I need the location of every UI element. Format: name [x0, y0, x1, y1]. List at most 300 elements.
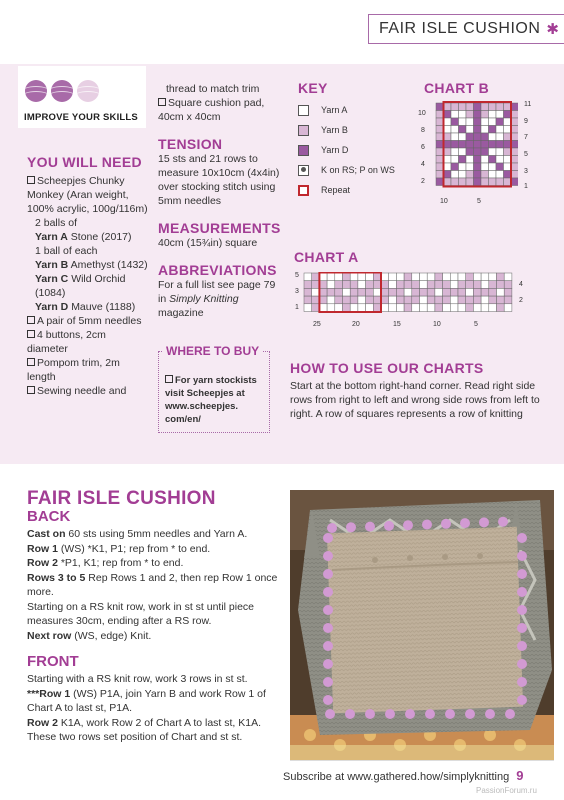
- chart-cell: [343, 273, 351, 281]
- chart-cell: [435, 281, 443, 289]
- chart-cell: [412, 281, 420, 289]
- chart-cell: [474, 111, 482, 119]
- chart-b-grid: [434, 101, 518, 189]
- need-item: 2 balls of: [35, 217, 78, 229]
- chart-cell: [396, 281, 404, 289]
- chart-cell: [466, 126, 474, 134]
- footer-text: Subscribe at www.gathered.how/simplyknitting: [283, 771, 510, 783]
- chart-cell: [489, 163, 497, 171]
- chart-cell: [436, 118, 444, 126]
- chart-cell: [443, 288, 451, 296]
- watermark: PassionForum.ru: [476, 786, 537, 795]
- chart-cell: [481, 296, 489, 304]
- front-heading: FRONT: [27, 653, 79, 670]
- measurements-text: 40cm (15¾in) square: [158, 237, 258, 249]
- chart-cell: [481, 141, 489, 149]
- yarn-label: Yarn B: [35, 259, 69, 271]
- chart-b-col-number: 5: [477, 198, 481, 205]
- howto-text: Start at the bottom right-hand corner. Read right side rows from right to left and wrong side rows from left to right. A row of squares represents a row of knitting: [290, 380, 540, 420]
- yarn-ball-icon: [51, 80, 73, 102]
- chart-b-row-number: 2: [421, 178, 425, 185]
- need-item: A pair of 5mm needles: [37, 315, 142, 327]
- chart-cell: [497, 288, 505, 296]
- chart-cell: [350, 288, 358, 296]
- chart-cell: [496, 163, 504, 171]
- chart-cell: [358, 273, 366, 281]
- chart-b-row-number: 7: [524, 134, 528, 141]
- page-number: 9: [516, 768, 524, 783]
- chart-cell: [436, 126, 444, 134]
- chart-cell: [312, 296, 320, 304]
- chart-cell: [481, 163, 489, 171]
- chart-cell: [496, 141, 504, 149]
- chart-cell: [511, 103, 518, 111]
- chart-cell: [496, 148, 504, 156]
- instruction-line: Next row (WS, edge) Knit.: [27, 629, 152, 642]
- chart-cell: [466, 178, 474, 186]
- chart-a-col-number: 5: [474, 321, 478, 328]
- chart-cell: [450, 273, 458, 281]
- chart-cell: [366, 281, 374, 289]
- chart-a-row-number: 4: [519, 281, 523, 288]
- chart-cell: [473, 273, 481, 281]
- chart-cell: [481, 156, 489, 164]
- chart-b-row-number: 8: [421, 127, 425, 134]
- need-item: 1 ball of each: [35, 245, 98, 257]
- chart-cell: [473, 288, 481, 296]
- chart-cell: [481, 304, 489, 312]
- chart-cell: [335, 304, 343, 312]
- chart-cell: [358, 304, 366, 312]
- chart-cell: [436, 163, 444, 171]
- chart-cell: [504, 304, 512, 312]
- chart-cell: [481, 133, 489, 141]
- chart-cell: [343, 288, 351, 296]
- chart-cell: [304, 288, 312, 296]
- chart-cell: [504, 296, 512, 304]
- chart-cell: [511, 126, 518, 134]
- chart-cell: [389, 273, 397, 281]
- chart-cell: [458, 288, 466, 296]
- yarn-ball-icon: [25, 80, 47, 102]
- need-item: 4 buttons, 2cm diameter: [27, 329, 106, 355]
- yarn-ball-icon: [77, 80, 99, 102]
- need-title: YOU WILL NEED: [27, 154, 142, 170]
- section-header: [368, 14, 564, 44]
- chart-cell: [481, 171, 489, 179]
- chart-cell: [312, 281, 320, 289]
- chart-cell: [504, 133, 512, 141]
- chart-cell: [304, 281, 312, 289]
- chart-cell: [497, 296, 505, 304]
- instruction-line: Starting on a RS knit row, work in st st until piece measures 30cm, ending after a RS row.: [27, 600, 255, 627]
- instruction-line: ***Row 1 (WS) P1A, join Yarn B and work Row 1 of Chart A to last st, P1A.: [27, 687, 266, 714]
- chart-cell: [451, 103, 459, 111]
- chart-cell: [489, 281, 497, 289]
- chart-cell: [474, 148, 482, 156]
- chart-cell: [319, 296, 327, 304]
- flower-icon: ✱: [546, 21, 560, 38]
- need-item: Pompom trim, 2m length: [27, 357, 120, 383]
- chart-cell: [381, 288, 389, 296]
- checkbox-icon: [165, 375, 173, 383]
- chart-cell: [327, 288, 335, 296]
- chart-cell: [474, 163, 482, 171]
- chart-cell: [396, 273, 404, 281]
- chart-cell: [343, 281, 351, 289]
- chart-cell: [420, 304, 428, 312]
- chart-cell: [444, 141, 452, 149]
- chart-cell: [427, 281, 435, 289]
- chart-cell: [350, 273, 358, 281]
- chart-cell: [474, 156, 482, 164]
- chart-cell: [511, 178, 518, 186]
- chart-cell: [458, 281, 466, 289]
- chart-cell: [436, 141, 444, 149]
- chart-a-row-number: 3: [295, 288, 299, 295]
- chart-cell: [427, 288, 435, 296]
- chart-cell: [496, 171, 504, 179]
- chart-cell: [474, 118, 482, 126]
- chart-cell: [366, 296, 374, 304]
- chart-cell: [335, 273, 343, 281]
- chart-b-row-number: 3: [524, 168, 528, 175]
- chart-cell: [511, 141, 518, 149]
- chart-cell: [459, 126, 467, 134]
- chart-cell: [436, 178, 444, 186]
- measurements-title: MEASUREMENTS: [158, 220, 281, 236]
- chart-cell: [458, 273, 466, 281]
- chart-cell: [474, 171, 482, 179]
- chart-cell: [366, 304, 374, 312]
- yarn-label: Yarn D: [35, 301, 69, 313]
- chart-cell: [451, 126, 459, 134]
- chart-cell: [504, 171, 512, 179]
- chart-b-row-number: 10: [418, 110, 426, 117]
- chart-cell: [444, 171, 452, 179]
- chart-cell: [496, 118, 504, 126]
- chart-key: [298, 80, 418, 196]
- chart-cell: [466, 304, 474, 312]
- chart-cell: [511, 111, 518, 119]
- chart-cell: [466, 281, 474, 289]
- chart-cell: [474, 133, 482, 141]
- tension-title: TENSION: [158, 136, 223, 152]
- chart-cell: [504, 118, 512, 126]
- chart-cell: [459, 163, 467, 171]
- chart-cell: [451, 118, 459, 126]
- chart-cell: [404, 304, 412, 312]
- chart-cell: [497, 273, 505, 281]
- need-item: thread to match trim: [166, 83, 260, 95]
- swatch-yarn-d: [298, 145, 309, 156]
- chart-cell: [511, 163, 518, 171]
- details-column: [158, 82, 283, 320]
- chart-cell: [474, 103, 482, 111]
- chart-cell: [396, 288, 404, 296]
- chart-cell: [504, 103, 512, 111]
- chart-cell: [451, 111, 459, 119]
- chart-cell: [444, 118, 452, 126]
- chart-cell: [304, 304, 312, 312]
- chart-cell: [466, 118, 474, 126]
- pattern-title: FAIR ISLE CUSHION: [27, 488, 216, 509]
- chart-cell: [496, 178, 504, 186]
- chart-a-col-number: 25: [313, 321, 321, 328]
- chart-cell: [404, 281, 412, 289]
- need-item: Stone (2017): [70, 231, 132, 243]
- chart-cell: [481, 148, 489, 156]
- chart-cell: [444, 178, 452, 186]
- chart-cell: [511, 171, 518, 179]
- footer: [283, 768, 524, 783]
- chart-cell: [319, 281, 327, 289]
- chart-cell: [451, 178, 459, 186]
- need-item: Amethyst (1432): [70, 259, 148, 271]
- chart-cell: [489, 178, 497, 186]
- chart-cell: [504, 288, 512, 296]
- chart-cell: [443, 296, 451, 304]
- need-item: Sewing needle and: [37, 385, 127, 397]
- chart-cell: [496, 156, 504, 164]
- footer-rule: [290, 760, 554, 761]
- yarn-label: Yarn C: [35, 273, 69, 285]
- chart-cell: [459, 178, 467, 186]
- chart-cell: [504, 163, 512, 171]
- chart-cell: [459, 118, 467, 126]
- chart-cell: [504, 178, 512, 186]
- chart-a-col-number: 10: [433, 321, 441, 328]
- chart-cell: [435, 296, 443, 304]
- how-to-use-charts: [290, 360, 545, 421]
- chart-cell: [466, 148, 474, 156]
- swatch-knit: [298, 165, 309, 176]
- chart-cell: [504, 141, 512, 149]
- chart-cell: [436, 156, 444, 164]
- chart-cell: [489, 111, 497, 119]
- chart-cell: [304, 273, 312, 281]
- key-item: Yarn B: [298, 124, 418, 136]
- chart-cell: [451, 141, 459, 149]
- chart-cell: [466, 273, 474, 281]
- chart-cell: [366, 288, 374, 296]
- key-item: K on RS; P on WS: [298, 164, 418, 176]
- howto-title: HOW TO USE OUR CHARTS: [290, 360, 484, 376]
- chart-cell: [504, 273, 512, 281]
- chart-cell: [496, 133, 504, 141]
- yarn-label: Yarn A: [35, 231, 68, 243]
- chart-cell: [481, 281, 489, 289]
- instruction-line: Rows 3 to 5 Rep Rows 1 and 2, then rep Row 1 once more.: [27, 571, 278, 598]
- chart-cell: [366, 273, 374, 281]
- chart-cell: [327, 296, 335, 304]
- chart-cell: [450, 296, 458, 304]
- chart-cell: [451, 156, 459, 164]
- chart-cell: [335, 296, 343, 304]
- chart-cell: [489, 126, 497, 134]
- chart-cell: [511, 118, 518, 126]
- chart-a-col-number: 15: [393, 321, 401, 328]
- chart-cell: [389, 288, 397, 296]
- chart-cell: [381, 296, 389, 304]
- chart-cell: [481, 288, 489, 296]
- chart-cell: [412, 304, 420, 312]
- chart-cell: [496, 126, 504, 134]
- chart-cell: [443, 304, 451, 312]
- instruction-line: Row 2 K1A, work Row 2 of Chart A to last st, K1A. These two rows set position of Chart and st st.: [27, 716, 262, 743]
- chart-cell: [489, 148, 497, 156]
- chart-cell: [458, 304, 466, 312]
- instruction-line: Starting with a RS knit row, work 3 rows in st st.: [27, 673, 248, 685]
- key-title: KEY: [298, 80, 328, 96]
- section-title: FAIR ISLE CUSHION: [379, 20, 541, 37]
- chart-cell: [466, 156, 474, 164]
- chart-cell: [436, 111, 444, 119]
- chart-cell: [350, 304, 358, 312]
- swatch-yarn-a: [298, 105, 309, 116]
- chart-cell: [481, 103, 489, 111]
- chart-cell: [412, 273, 420, 281]
- you-will-need: [27, 154, 149, 398]
- chart-cell: [466, 288, 474, 296]
- chart-cell: [451, 148, 459, 156]
- chart-cell: [466, 111, 474, 119]
- chart-cell: [358, 296, 366, 304]
- chart-cell: [459, 156, 467, 164]
- chart-cell: [373, 296, 381, 304]
- checkbox-icon: [158, 98, 166, 106]
- chart-cell: [396, 304, 404, 312]
- chart-cell: [373, 288, 381, 296]
- chart-cell: [489, 171, 497, 179]
- instruction-line: Row 2 *P1, K1; rep from * to end.: [27, 557, 184, 569]
- chart-cell: [443, 281, 451, 289]
- checkbox-icon: [27, 358, 35, 366]
- chart-cell: [444, 156, 452, 164]
- chart-cell: [489, 118, 497, 126]
- chart-cell: [319, 304, 327, 312]
- chart-a-col-number: 20: [352, 321, 360, 328]
- instruction-line: Row 1 (WS) *K1, P1; rep from * to end.: [27, 542, 211, 555]
- chart-b-row-number: 5: [524, 151, 528, 158]
- chart-cell: [444, 103, 452, 111]
- chart-cell: [389, 304, 397, 312]
- chart-cell: [473, 296, 481, 304]
- chart-cell: [389, 296, 397, 304]
- chart-cell: [504, 156, 512, 164]
- chart-cell: [450, 288, 458, 296]
- chart-a-row-number: 1: [295, 304, 299, 311]
- chart-cell: [319, 288, 327, 296]
- chart-cell: [466, 141, 474, 149]
- chart-cell: [327, 281, 335, 289]
- chart-cell: [373, 273, 381, 281]
- chart-cell: [497, 304, 505, 312]
- chart-b-row-number: 4: [421, 161, 425, 168]
- chart-cell: [436, 133, 444, 141]
- chart-a-row-number: 2: [519, 297, 523, 304]
- chart-cell: [474, 126, 482, 134]
- chart-cell: [436, 103, 444, 111]
- chart-cell: [459, 103, 467, 111]
- chart-cell: [404, 273, 412, 281]
- chart-cell: [381, 273, 389, 281]
- chart-cell: [450, 304, 458, 312]
- skills-label: IMPROVE YOUR SKILLS: [24, 112, 138, 123]
- chart-cell: [504, 148, 512, 156]
- chart-cell: [435, 304, 443, 312]
- chart-cell: [420, 296, 428, 304]
- chart-cell: [444, 126, 452, 134]
- chart-cell: [466, 163, 474, 171]
- chart-cell: [444, 148, 452, 156]
- need-item: Wild Orchid (1084): [35, 273, 126, 299]
- chart-a-title: CHART A: [294, 249, 359, 265]
- chart-b-title: CHART B: [424, 80, 490, 96]
- chart-cell: [459, 133, 467, 141]
- chart-cell: [350, 296, 358, 304]
- chart-cell: [459, 111, 467, 119]
- chart-cell: [343, 296, 351, 304]
- need-item: Mauve (1188): [71, 301, 136, 313]
- key-item: Repeat: [298, 184, 418, 196]
- chart-cell: [489, 304, 497, 312]
- chart-cell: [451, 163, 459, 171]
- chart-cell: [489, 288, 497, 296]
- where-to-buy-box: [158, 344, 270, 433]
- chart-cell: [443, 273, 451, 281]
- key-item: Yarn A: [298, 104, 418, 116]
- chart-cell: [466, 296, 474, 304]
- chart-cell: [304, 296, 312, 304]
- checkbox-icon: [27, 316, 35, 324]
- chart-cell: [504, 281, 512, 289]
- chart-cell: [466, 133, 474, 141]
- chart-cell: [381, 304, 389, 312]
- chart-cell: [504, 126, 512, 134]
- chart-cell: [435, 288, 443, 296]
- chart-b-row-number: 6: [421, 144, 425, 151]
- chart-cell: [511, 133, 518, 141]
- instruction-line: Cast on 60 sts using 5mm needles and Yarn A.: [27, 528, 248, 540]
- checkbox-icon: [27, 330, 35, 338]
- chart-cell: [358, 288, 366, 296]
- chart-cell: [481, 126, 489, 134]
- chart-cell: [350, 281, 358, 289]
- pattern-instructions: [27, 488, 279, 745]
- chart-cell: [427, 304, 435, 312]
- chart-cell: [496, 111, 504, 119]
- chart-cell: [489, 103, 497, 111]
- chart-cell: [511, 156, 518, 164]
- chart-cell: [511, 148, 518, 156]
- swatch-yarn-b: [298, 125, 309, 136]
- chart-cell: [327, 273, 335, 281]
- chart-b-col-number: 10: [440, 198, 448, 205]
- abbreviations-text: For a full list see page 79 in Simply Knitting magazine: [158, 279, 276, 319]
- chart-cell: [373, 281, 381, 289]
- chart-b-row-number: 11: [524, 101, 532, 108]
- chart-cell: [451, 133, 459, 141]
- chart-cell: [450, 281, 458, 289]
- chart-cell: [396, 296, 404, 304]
- chart-cell: [481, 111, 489, 119]
- chart-cell: [444, 111, 452, 119]
- chart-cell: [312, 273, 320, 281]
- chart-cell: [412, 288, 420, 296]
- chart-cell: [481, 118, 489, 126]
- chart-cell: [404, 296, 412, 304]
